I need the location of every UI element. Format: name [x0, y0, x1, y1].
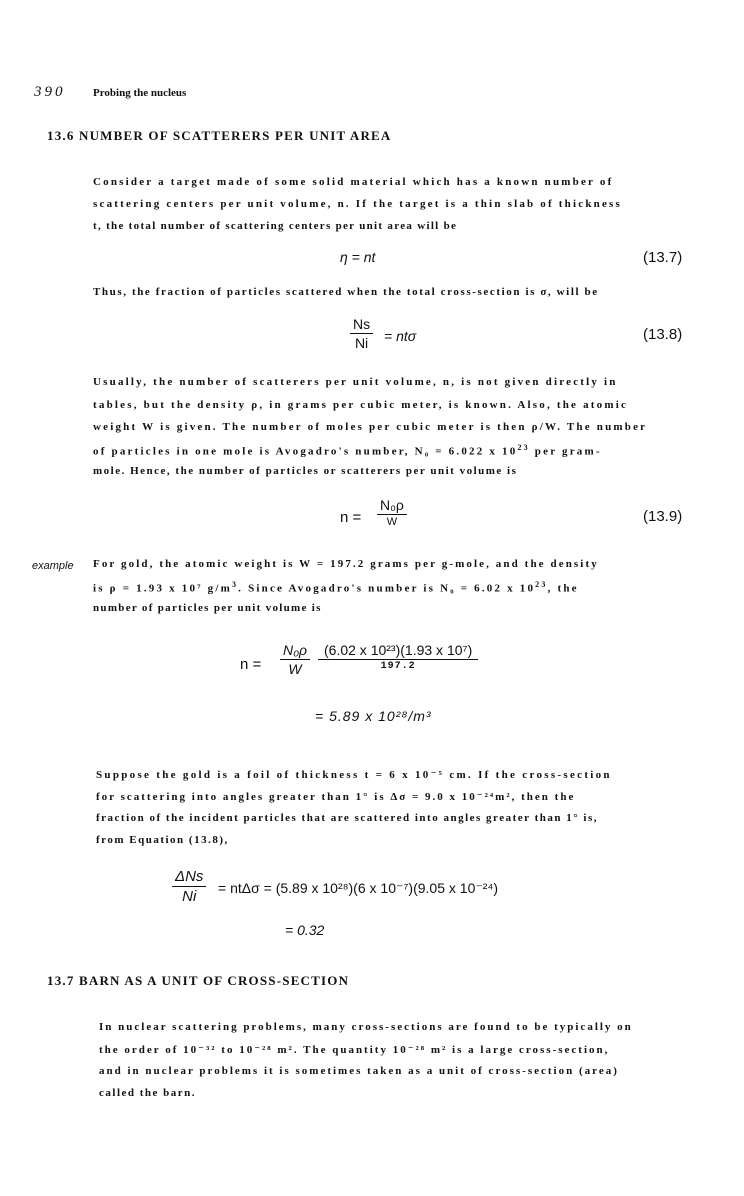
fraction-n0rho-over-w	[377, 497, 407, 528]
margin-label-example: example	[32, 560, 74, 572]
fraction-denominator: Ni	[182, 888, 197, 905]
text-run: per gram-	[529, 445, 602, 458]
text-run: . Since Avogadro's number is N₀ = 6.02 x 10	[238, 582, 536, 595]
fraction-numerator: Ns	[350, 316, 373, 334]
equation-13-8-rhs: = ntσ	[384, 328, 417, 344]
exponent: 23	[535, 580, 548, 589]
equation-13-7: η = nt	[340, 249, 376, 265]
fraction-denominator: W	[288, 661, 302, 677]
fraction-gold-density-calc	[318, 642, 478, 672]
text-run: is ρ = 1.93 x 10⁷ g/m	[93, 582, 232, 595]
fraction-numerator: N₀ρ	[377, 497, 407, 515]
paragraph-line: Usually, the number of scatterers per unit volume, n, is not given directly in	[93, 376, 618, 388]
equation-label-13-7: (13.7)	[643, 249, 683, 266]
fraction-dns-over-ni	[172, 868, 206, 905]
paragraph-line: for scattering into angles greater than 1° is Δσ = 9.0 x 10⁻²⁴m², then the	[96, 791, 576, 803]
paragraph-line: scattering centers per unit volume, n. If the target is a thin slab of thickness	[93, 198, 622, 210]
equation-13-9-lhs: n =	[340, 509, 362, 526]
calc2-result: = 0.32	[285, 922, 325, 938]
paragraph-line: fraction of the incident particles that are scattered into angles greater than 1° is,	[96, 812, 598, 824]
equation-label-13-8: (13.8)	[643, 326, 683, 343]
paragraph-line: number of particles per unit volume is	[93, 602, 322, 614]
running-title: Probing the nucleus	[93, 87, 187, 99]
paragraph-line: tables, but the density ρ, in grams per cubic meter, is known. Also, the atomic	[93, 399, 629, 411]
paragraph-line: mole. Hence, the number of particles or scatterers per unit volume is	[93, 465, 518, 477]
equation-label-13-9: (13.9)	[643, 508, 683, 525]
fraction-denominator: Ni	[354, 335, 369, 351]
paragraph-line: In nuclear scattering problems, many cross-sections are found to be typically on	[99, 1021, 633, 1033]
section-heading-13-6: 13.6 NUMBER OF SCATTERERS PER UNIT AREA	[47, 128, 392, 143]
paragraph-line: weight W is given. The number of moles per cubic meter is then ρ/W. The number	[93, 421, 648, 433]
paragraph-line: For gold, the atomic weight is W = 197.2 grams per g-mole, and the density	[93, 558, 599, 570]
page-number: 390	[34, 84, 66, 100]
fraction-numerator: ΔNs	[172, 868, 206, 887]
paragraph-line: the order of 10⁻³² to 10⁻²⁸ m². The quantity 10⁻²⁸ m² is a large cross-section,	[99, 1044, 610, 1056]
text-run: , the	[547, 582, 579, 595]
paragraph-line	[93, 580, 579, 595]
calc-lhs: n =	[240, 656, 262, 673]
section-heading-13-7: 13.7 BARN AS A UNIT OF CROSS-SECTION	[47, 973, 350, 988]
text-run: of particles in one mole is Avogadro's number, N₀ = 6.022 x 10	[93, 445, 518, 458]
fraction-denominator: 197.2	[380, 661, 416, 672]
paragraph-line: called the barn.	[99, 1087, 197, 1099]
paragraph-line: from Equation (13.8),	[96, 834, 229, 846]
fraction-n0rho-over-w-small	[280, 642, 310, 677]
fraction-numerator: (6.02 x 10²³)(1.93 x 10⁷)	[318, 642, 478, 660]
paragraph-line: Consider a target made of some solid material which has a known number of	[93, 176, 614, 188]
paragraph-line	[93, 443, 602, 458]
exponent: 3	[231, 580, 239, 589]
paragraph-line: t, the total number of scattering centers per unit area will be	[93, 220, 458, 232]
fraction-ns-over-ni	[350, 316, 373, 351]
exponent: 23	[517, 443, 530, 452]
fraction-numerator: N₀ρ	[280, 642, 310, 660]
paragraph-line: Suppose the gold is a foil of thickness t = 6 x 10⁻⁵ cm. If the cross-section	[96, 769, 612, 781]
calc-result: = 5.89 x 10²⁸/m³	[315, 708, 432, 724]
paragraph-line: Thus, the fraction of particles scattered when the total cross-section is σ, will be	[93, 286, 599, 298]
paragraph-line: and in nuclear problems it is sometimes taken as a unit of cross-section (area)	[99, 1065, 619, 1077]
fraction-denominator: W	[386, 516, 398, 528]
calc2-rhs: = ntΔσ = (5.89 x 10²⁸)(6 x 10⁻⁷)(9.05 x 10⁻²⁴)	[218, 880, 499, 896]
